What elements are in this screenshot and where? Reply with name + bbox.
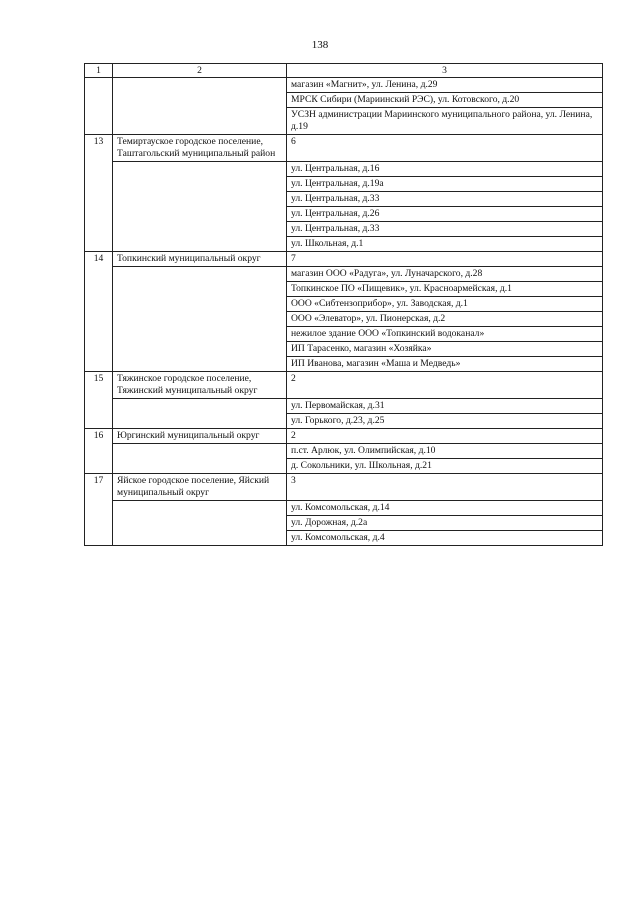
location-address: д. Сокольники, ул. Школьная, д.21 (287, 459, 603, 474)
location-address: ул. Центральная, д.26 (287, 207, 603, 222)
row-number: 15 (85, 372, 113, 429)
location-row (85, 399, 603, 414)
municipality-name-continued (113, 162, 287, 252)
location-address: ул. Центральная, д.33 (287, 222, 603, 237)
location-address: нежилое здание ООО «Топкинский водоканал» (287, 327, 603, 342)
municipality-name: Тяжинское городское поселение, Тяжинский муниципальный округ (113, 372, 287, 399)
locations-count: 3 (287, 474, 603, 501)
municipality-row (85, 474, 603, 501)
location-address: ИП Тарасенко, магазин «Хозяйка» (287, 342, 603, 357)
location-row (85, 267, 603, 282)
location-address: Топкинское ПО «Пищевик», ул. Красноармейская, д.1 (287, 282, 603, 297)
municipality-name-continued (113, 399, 287, 429)
row-number: 14 (85, 252, 113, 372)
location-address: УСЗН администрации Мариинского муниципального района, ул. Ленина, д.19 (287, 108, 603, 135)
row-number: 13 (85, 135, 113, 252)
locations-count: 2 (287, 429, 603, 444)
location-address: ул. Центральная, д.16 (287, 162, 603, 177)
table-body (85, 64, 603, 546)
header-col-3: 3 (287, 64, 603, 78)
location-row (85, 78, 603, 93)
municipality-name: Темиртауское городское поселение, Таштагольский муниципальный район (113, 135, 287, 162)
location-address: ул. Комсомольская, д.14 (287, 501, 603, 516)
header-col-1: 1 (85, 64, 113, 78)
location-row (85, 162, 603, 177)
location-address: ИП Иванова, магазин «Маша и Медведь» (287, 357, 603, 372)
location-address: МРСК Сибири (Мариинский РЭС), ул. Котовского, д.20 (287, 93, 603, 108)
location-row (85, 501, 603, 516)
locations-count: 6 (287, 135, 603, 162)
municipality-name-continued (113, 267, 287, 372)
municipality-row (85, 135, 603, 162)
location-address: ул. Центральная, д.33 (287, 192, 603, 207)
location-row (85, 444, 603, 459)
location-address: ООО «Сибтензоприбор», ул. Заводская, д.1 (287, 297, 603, 312)
municipality-name-continued (113, 444, 287, 474)
location-address: п.ст. Арлюк, ул. Олимпийская, д.10 (287, 444, 603, 459)
location-address: ул. Комсомольская, д.4 (287, 531, 603, 546)
row-number: 17 (85, 474, 113, 546)
municipality-row (85, 429, 603, 444)
location-address: магазин ООО «Радуга», ул. Луначарского, д.28 (287, 267, 603, 282)
location-address: ул. Горького, д.23, д.25 (287, 414, 603, 429)
row-number: 16 (85, 429, 113, 474)
page-number: 138 (311, 39, 329, 51)
municipality-row (85, 372, 603, 399)
location-address: ООО «Элеватор», ул. Пионерская, д.2 (287, 312, 603, 327)
header-col-2: 2 (113, 64, 287, 78)
municipality-name: Топкинский муниципальный округ (113, 252, 287, 267)
locations-table (84, 63, 603, 546)
location-address: ул. Первомайская, д.31 (287, 399, 603, 414)
municipality-name: Юргинский муниципальный округ (113, 429, 287, 444)
row-number (85, 78, 113, 135)
location-address: магазин «Магнит», ул. Ленина, д.29 (287, 78, 603, 93)
location-address: ул. Центральная, д.19а (287, 177, 603, 192)
locations-count: 7 (287, 252, 603, 267)
municipality-name-continued (113, 501, 287, 546)
table-header-row (85, 64, 603, 78)
location-address: ул. Дорожная, д.2а (287, 516, 603, 531)
municipality-name: Яйское городское поселение, Яйский муниципальный округ (113, 474, 287, 501)
municipality-name (113, 78, 287, 135)
locations-count: 2 (287, 372, 603, 399)
municipality-row (85, 252, 603, 267)
location-address: ул. Школьная, д.1 (287, 237, 603, 252)
